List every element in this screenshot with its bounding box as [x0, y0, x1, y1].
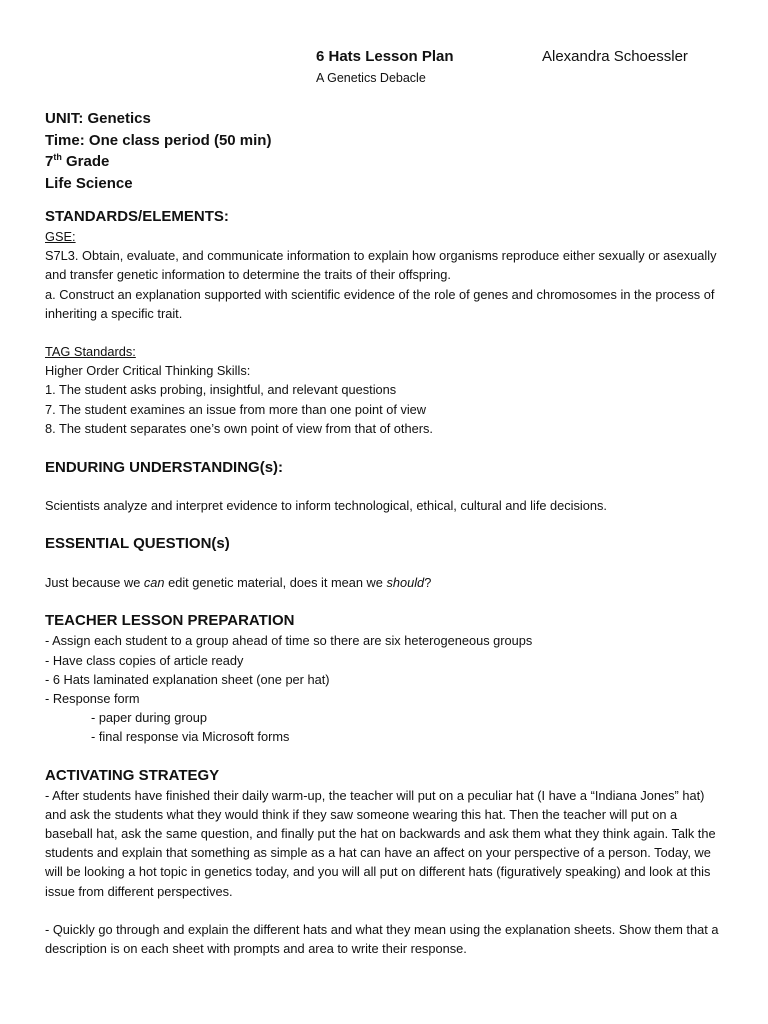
standard-s7l3a: a. Construct an explanation supported with scientific evidence of the role of genes and chromosomes in the process of inheriting a specific trait. — [45, 286, 715, 321]
enduring-text: Scientists analyze and interpret evidence to inform technological, ethical, cultural and life decisions. — [45, 498, 607, 514]
standards-heading: STANDARDS/ELEMENTS: — [45, 208, 229, 225]
essential-part3: ? — [424, 575, 432, 591]
author-name: Alexandra Schoessler — [542, 48, 688, 65]
essential-em-should: should — [386, 575, 425, 591]
lesson-title: 6 Hats Lesson Plan — [316, 48, 454, 65]
unit-info — [45, 108, 725, 194]
standard-s7l3: S7L3. Obtain, evaluate, and communicate information to explain how organisms reproduce either sexually or asexually and transfer genetic information to determine the traits of their offspring. — [45, 248, 717, 283]
prep-subitem: - paper during group — [91, 710, 207, 726]
prep-heading: TEACHER LESSON PREPARATION — [45, 612, 295, 630]
essential-heading: ESSENTIAL QUESTION(s) — [45, 535, 230, 553]
prep-item: - Assign each student to a group ahead of time so there are six heterogeneous groups — [45, 633, 533, 649]
prep-item: - Have class copies of article ready — [45, 652, 244, 668]
grade-suffix: th — [53, 152, 62, 162]
enduring-heading: ENDURING UNDERSTANDING(s): — [45, 459, 284, 477]
essential-question — [45, 573, 725, 592]
activating-heading: ACTIVATING STRATEGY — [45, 766, 220, 784]
grade-line — [45, 151, 725, 173]
tag-item: 1. The student asks probing, insightful, and relevant questions — [45, 382, 397, 398]
grade-word: Grade — [61, 153, 110, 170]
prep-subitem: - final response via Microsoft forms — [91, 729, 290, 745]
essential-em-can: can — [143, 575, 165, 591]
gse-label: GSE: — [45, 229, 76, 244]
subject-line: Life Science — [45, 174, 133, 192]
grade-number: 7 — [45, 153, 54, 170]
essential-part1: Just because we — [45, 575, 144, 591]
prep-item: - 6 Hats laminated explanation sheet (one per hat) — [45, 671, 330, 687]
activating-paragraph-2: - Quickly go through and explain the different hats and what they mean using the explanation sheets. Show them that a description is on each sheet with prompts and area to write their response. — [45, 921, 719, 957]
prep-item: - Response form — [45, 691, 140, 707]
lesson-subtitle: A Genetics Debacle — [316, 71, 426, 85]
activating-paragraph-1: - After students have finished their daily warm-up, the teacher will put on a peculiar hat (I have a “Indiana Jones” hat) and ask the students what they would think if they saw someone wearing this hat. Then the teacher will put on a baseball hat, ask the same question, and finally put the hat on backwards and ask them what they think again. Talk the students and explain that something as simple as a hat can have an affect on your perspective of a person. Today, we will be looking a hot topic in genetics today, and you will all put on different hats (figuratively speaking) and look at this issue from different perspectives. — [45, 787, 716, 899]
unit-line: UNIT: Genetics — [45, 110, 151, 127]
time-line: Time: One class period (50 min) — [45, 131, 272, 149]
essential-part2: edit genetic material, does it mean we — [164, 575, 387, 591]
document-body — [45, 108, 725, 958]
tag-intro: Higher Order Critical Thinking Skills: — [45, 363, 251, 379]
tag-label: TAG Standards: — [45, 344, 136, 360]
tag-item: 7. The student examines an issue from more than one point of view — [45, 401, 427, 417]
tag-item: 8. The student separates one’s own point of view from that of others. — [45, 420, 433, 436]
